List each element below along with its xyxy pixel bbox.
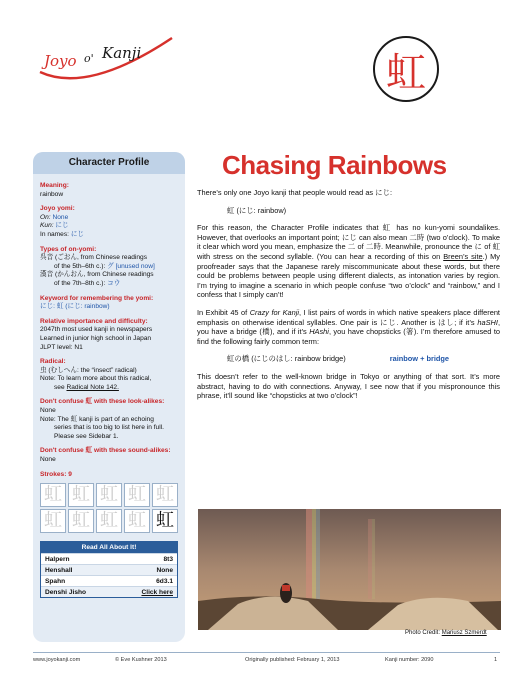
strokes-label: Strokes: 9 — [40, 470, 72, 478]
lookalike-line-2: Note: The 虹 kanji is part of an echoing — [40, 415, 154, 423]
paragraph-2-end: .) My proofreader says that the Japanese rarely miscommunicate about these words, but there could be problems between people using different dialects, as intonation varies by region. I’m trying to imagine a scenario in which people confuse “two o’clock” and “rainbow,” and I confess that I simply can’t! — [197, 251, 500, 300]
read-all-about-it-box — [40, 541, 178, 598]
reference-name: Spahn — [45, 578, 66, 586]
svg-text:Joyo: Joyo — [44, 52, 77, 70]
rainbow-photo — [198, 509, 501, 630]
meaning-value: rainbow — [40, 190, 64, 198]
types-line-2c: コウ — [107, 279, 121, 287]
types-line-2b: of the 7th–8th c.): — [54, 279, 106, 287]
keyword-value: にじ: 虹 (にじ: rainbow) — [40, 303, 110, 311]
soundalike-label: Don't confuse 虹 with these sound-alikes: — [40, 447, 171, 455]
types-line-1b: of the 5th–6th c.): — [54, 262, 106, 270]
stroke-step: 虹 — [40, 483, 66, 507]
p3-c1: haSHI — [477, 317, 498, 327]
breens-site-link[interactable]: Breen’s site — [443, 251, 483, 261]
radical-line-3: see — [54, 383, 65, 391]
footer-divider — [33, 652, 500, 653]
types-label: Types of on-yomi: — [40, 245, 97, 253]
stroke-step: 虹 — [124, 509, 150, 533]
example-2-gloss: rainbow + bridge — [389, 354, 450, 364]
in-names-label: In names: — [40, 230, 69, 238]
p3-e: , you have chopsticks (箸). I’m therefore amused to find the following fairly common term: — [197, 327, 501, 346]
reference-row — [41, 564, 177, 575]
importance-line-1: 2047th most used kanji in newspapers — [40, 326, 153, 334]
reference-row — [41, 553, 177, 564]
paragraph-2 — [197, 223, 500, 300]
types-line-1: 呉音 (ごおん, from Chinese readings — [40, 254, 147, 262]
p3-c2: HAshi — [309, 327, 329, 337]
character-profile-sidebar — [33, 152, 185, 642]
stroke-step: 虹 — [96, 483, 122, 507]
photo-credit — [405, 630, 487, 636]
keyword-label: Keyword for remembering the yomi: — [40, 294, 154, 302]
reference-value: 6d3.1 — [156, 578, 173, 586]
sidebar-title: Character Profile — [33, 152, 185, 174]
stroke-order-grid — [40, 483, 178, 533]
lookalike-label: Don't confuse 虹 with these look-alikes: — [40, 398, 165, 406]
book-title: Crazy for Kanji — [249, 307, 300, 317]
footer-published: Originally published: February 1, 2013 — [245, 657, 340, 663]
example-2 — [197, 354, 500, 364]
stroke-step: 虹 — [152, 483, 178, 507]
stroke-step: 虹 — [68, 509, 94, 533]
kun-value: にじ — [55, 222, 69, 230]
reference-name: Halpern — [45, 556, 70, 564]
credit-label: Photo Credit: — [405, 630, 441, 636]
yomi-label: Joyo yomi: — [40, 205, 75, 213]
types-line-1c: グ [unused now] — [107, 262, 155, 270]
p3-a: In Exhibit 45 of — [197, 307, 248, 317]
importance-line-2: Learned in junior high school in Japan — [40, 334, 152, 342]
footer-page: 1 — [494, 657, 498, 663]
reference-name: Denshi Jisho — [45, 589, 87, 597]
reference-row — [41, 586, 177, 597]
radical-line-1: 虫 (むしへん: the “insect” radical) — [40, 366, 137, 374]
lookalike-line-3: series that is too big to list here in full. — [54, 424, 164, 432]
paragraph-1: There’s only one Joyo kanji that people would read as にじ: — [197, 188, 393, 197]
paragraph-2-text: For this reason, the Character Profile indicates that 虹 has no kun-yomi soundalikes. However, that overlooks an important point; にじ can also mean 二時 (two o’clock). To make it clear which word you mean, emphasize the 二 of 二時. Meanwhile, pronounce the に of 虹 with stress on the second syllable. (You can hear a recording of this on — [197, 223, 500, 261]
credit-name-link[interactable]: Mariusz Szmerdt — [441, 630, 487, 636]
article-title: Chasing Rainbows — [222, 150, 447, 180]
soundalike-value: None — [40, 456, 56, 464]
on-value: None — [52, 213, 69, 221]
in-names-value: にじ — [70, 230, 84, 238]
radical-line-2: Note: To learn more about this radical, — [40, 375, 152, 383]
radical-label: Radical: — [40, 358, 66, 366]
lookalike-line-1: None — [40, 407, 56, 415]
p3-d: , you have a bridge (橋), and if it’s — [197, 317, 500, 337]
paragraph-4: This doesn’t refer to the well-known bridge in Tokyo or anything of that sort. It’s more abstract, having to do with connections. Anyway, I see now that if you mispronounce this phrase, it’ll sound like “chopsticks at two o’clock”! — [197, 371, 500, 401]
footer-copyright: © Eve Kushner 2013 — [115, 657, 167, 663]
paragraph-3 — [197, 308, 500, 346]
meaning-label: Meaning: — [40, 182, 69, 189]
importance-label: Relative importance and difficulty: — [40, 317, 148, 325]
svg-text:o': o' — [84, 52, 94, 65]
kun-label: Kun: — [40, 222, 54, 230]
stroke-step: 虹 — [68, 483, 94, 507]
footer-kanji-number: Kanji number: 2090 — [385, 657, 434, 663]
stroke-step: 虹 — [40, 509, 66, 533]
reference-value: 8t3 — [163, 556, 173, 564]
stroke-step-final: 虹 — [152, 509, 178, 533]
article-body — [197, 188, 500, 409]
radical-note-link[interactable]: Radical Note 142. — [66, 383, 119, 391]
stroke-step: 虹 — [96, 509, 122, 533]
example-1: 虹 (にじ: rainbow) — [227, 205, 287, 215]
p3-b: , I list pairs of words in which native speakers place different emphasis on otherwise identical syllables. One pair is にじ. Another is はし; if it’s — [197, 307, 500, 327]
reference-row — [41, 575, 177, 586]
on-label: On: — [40, 213, 51, 221]
reference-value: None — [156, 567, 173, 575]
svg-text:Kanji: Kanji — [102, 44, 142, 62]
lookalike-line-4: Please see Sidebar 1. — [54, 432, 119, 440]
importance-line-3: JLPT level: N1 — [40, 343, 83, 351]
stroke-step: 虹 — [124, 483, 150, 507]
denshi-jisho-link[interactable]: Click here — [141, 589, 173, 597]
header-kanji: 虹 — [373, 36, 439, 102]
read-all-title: Read All About It! — [41, 542, 177, 553]
footer-site[interactable]: www.joyokanji.com — [33, 657, 81, 663]
example-2-term: 虹の橋 (にじのはし: rainbow bridge) — [227, 354, 346, 364]
types-line-2: 漢音 (かんおん, from Chinese readings — [40, 271, 154, 279]
joyo-kanji-logo — [36, 32, 176, 90]
reference-name: Henshall — [45, 567, 73, 575]
